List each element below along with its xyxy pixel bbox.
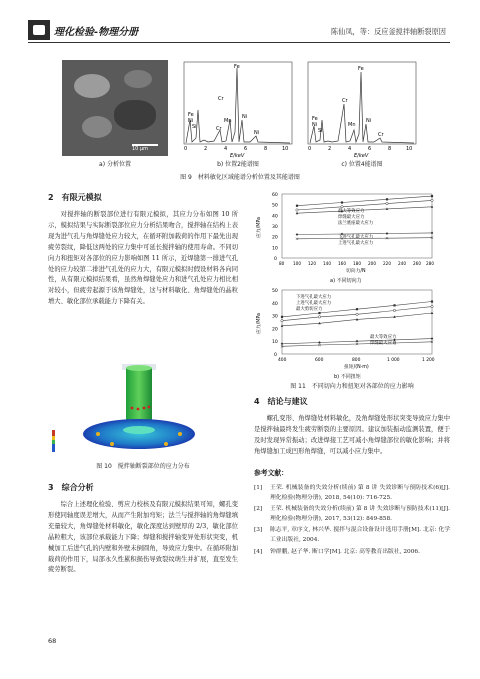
chart-b-ytick-0: 0: [274, 353, 277, 358]
chart-a-legend-3: 下进气孔最大应力: [338, 235, 374, 240]
reference-number: [1]: [254, 485, 263, 492]
chart-b-xtick-3: 1 000: [387, 358, 400, 363]
chart-a-series-0-point-3: [431, 195, 433, 197]
chart-a-ytick-5: 50: [272, 203, 278, 209]
peak-b-1: Cr: [218, 96, 224, 102]
chart-b-series-3-point-0: [281, 342, 284, 345]
chart-b-subcaption: b) 不同扭矩: [334, 374, 361, 380]
chart-a-subcaption: a) 不同切向力: [330, 278, 362, 284]
reference-text: 钟群鹏, 赵子华. 断口学[M]. 北京: 高等教育出版社, 2006.: [270, 548, 420, 555]
peak-c-3: Ni: [312, 122, 318, 128]
chart-b-legend: [296, 293, 396, 346]
chart-a-frame: [282, 194, 432, 258]
fea-stress-image: [48, 360, 238, 456]
peak-c-6: Ni: [366, 118, 372, 124]
reference-item: [254, 548, 450, 558]
left-column-bottom: [48, 482, 238, 576]
journal-logo-icon: [28, 20, 50, 40]
chart-a-ytick-4: 40: [272, 214, 278, 220]
xtick-c-2: 4: [348, 146, 352, 152]
chart-b: [254, 286, 450, 382]
xtick-b-4: 8: [264, 146, 268, 152]
chart-a-series-line-0: [297, 196, 432, 206]
chart-a-ytick-0: 0: [274, 257, 277, 262]
chart-a-ytick-2: 20: [272, 235, 278, 241]
chart-a-xtick-8: 240: [398, 261, 406, 266]
chart-b-xtick-0: 400: [278, 358, 287, 363]
chart-b-series-0-point-0: [281, 316, 283, 318]
fig9-subcaption-a: a) 分析位置: [99, 161, 131, 168]
chart-b-ytick-3: 30: [272, 314, 278, 320]
figure-10: [48, 360, 238, 476]
chart-a-series-1-point-0: [296, 209, 298, 211]
peak-c-5: Mn: [348, 122, 356, 128]
peak-c-2: Fe: [312, 116, 318, 122]
right-column: [254, 396, 450, 559]
chart-a-yticks: [272, 192, 278, 262]
chart-b-series-1-point-0: [281, 320, 283, 322]
fig9-subcaption-b: b) 位置2能谱图: [217, 161, 259, 168]
chart-a-ytick-1: 10: [272, 246, 278, 252]
chart-b-series-0-point-4: [431, 300, 433, 302]
chart-a-series-0-point-0: [296, 205, 298, 207]
chart-b-xtick-4: 1 200: [422, 358, 435, 363]
reference-text: 王荣. 机械装备的失效分析(续前) 第 8 讲 失效诊断与预防技术(11)[J]. 理化检验(物理分册), 2017, 53(12): 849-858.: [270, 506, 450, 522]
xtick-b-3: 6: [244, 146, 248, 152]
reference-text: 陈志平, 章序文, 林兴华. 搅拌与混合设备设计选用手册[M]. 北京: 化学工业出版社, 2004.: [270, 527, 450, 544]
chart-a-series-0-point-2: [386, 198, 388, 200]
xtick-b-2: 4: [224, 146, 228, 152]
figure-9-caption: 图 9 材料敏化区域能谱分析位置及其能谱图: [180, 174, 300, 181]
figure-9: [62, 60, 422, 172]
chart-b-legend-bottom-1: 焊缝最大应力: [370, 341, 397, 346]
fig9-subcaption-c: c) 位置4能谱图: [341, 161, 383, 168]
left-column-top: [48, 192, 238, 308]
chart-a-legend-2: 法兰底座最大应力: [338, 221, 374, 226]
peak-c-7: Cr: [378, 132, 384, 138]
running-title: 陈仙凤，等：反应釜搅拌轴断裂原因: [330, 27, 446, 36]
spectrum-b: [180, 60, 296, 160]
section-4-title: 4 结论与建议: [254, 397, 308, 406]
chart-a: [254, 190, 450, 286]
chart-a-series-1-point-1: [341, 206, 343, 208]
chart-a-series-line-2: [297, 207, 432, 213]
peak-b-8: Ni: [254, 130, 260, 136]
chart-a-series-line-1: [297, 200, 432, 210]
spectrum-c-xticks: [308, 146, 412, 152]
peak-c-0: Fe: [358, 66, 364, 72]
chart-a-series-1-point-3: [431, 199, 433, 201]
reference-number: [4]: [254, 548, 263, 555]
section-3-text: 综合上述理化检验、剪应力校核及有限元模拟结果可知，螺孔变形使同轴度误差增大，从而产生附加弯矩；法兰与搅拌轴的角焊缝填充量较大，角焊缝处材料敏化，敏化深度达到壁厚的 2/3，敏化部位晶粒粗大，该部位承载能力下降；焊缝和搅拌轴变异处形状突变，机械加工后进气孔的内壁和外壁未倒圆角，导致应力集中。在循环附加载荷的作用下，局部永久性累积损伤导致裂纹萌生并扩展，直至发生疲劳断裂。: [48, 501, 238, 574]
chart-a-series-3-point-3: [431, 232, 434, 235]
reference-item: [254, 484, 450, 503]
section-2-text: 对搅拌轴的断裂部位进行有限元模拟，其应力分布如图 10 所示，模拟结果与实际断裂部位应力分析结果吻合，搅拌轴在结构上表现为进气孔与角焊缝处应力较大，在循环附加载荷的作用下最先出现疲劳裂纹，降低这两处的应力集中可延长搅拌轴的使用寿命。不同切向力和扭矩对各部位的应力影响如图 11 所示，近焊缝第一排进气孔处的应力较第二排进气孔处的应力大，有限元模拟时假设材料各向同性，从有限元模拟结果看，虽然角焊缝处应力和进气孔处应力相比相对较小，但疲劳起源于该角焊缝处，这与材料敏化、角焊缝处的晶粒增大、敏化部位承载能力下降有关。: [48, 211, 238, 306]
chart-b-ylabel: 应力/MPa: [257, 313, 262, 334]
spectrum-c-xlabel: E/keV: [354, 153, 369, 159]
chart-b-series-0-point-3: [393, 304, 395, 306]
peak-b-4: Si: [192, 124, 197, 130]
xtick-b-0: 0: [184, 146, 188, 152]
page-number: 68: [48, 637, 57, 645]
chart-b-xtick-1: 600: [315, 358, 324, 363]
chart-a-xtick-7: 220: [383, 261, 391, 266]
chart-a-legend: [338, 207, 373, 246]
figure-10-caption: 图 10 搅拌轴断裂部位的应力分布: [96, 463, 190, 470]
chart-b-ytick-1: 10: [272, 340, 278, 346]
chart-b-xlabel: 扭矩/(N·m): [344, 365, 369, 370]
peak-b-0: Fe: [234, 64, 240, 70]
peak-b-3: Ni: [188, 118, 194, 124]
scale-label: 10 μm: [132, 146, 149, 152]
peak-b-6: Ni: [242, 114, 248, 120]
xtick-c-0: 0: [308, 146, 312, 152]
spectrum-c: [304, 60, 420, 160]
reference-number: [3]: [254, 527, 263, 534]
chart-b-series-0-point-1: [318, 312, 320, 314]
chart-b-ytick-5: 50: [272, 289, 278, 294]
xtick-c-4: 8: [388, 146, 392, 152]
chart-a-xtick-3: 140: [323, 261, 331, 266]
peak-c-4: Si: [318, 128, 323, 134]
xtick-b-1: 2: [204, 146, 208, 152]
chart-a-legend-4: 上进气孔最大应力: [338, 241, 374, 246]
chart-a-ytick-6: 60: [272, 193, 278, 198]
xtick-c-5: 10: [406, 146, 413, 152]
page-header: [0, 0, 480, 46]
references-title: 参考文献：: [254, 468, 288, 477]
chart-a-xlabel: 切向力/N: [346, 269, 366, 274]
chart-b-xtick-2: 800: [352, 358, 361, 363]
chart-a-xtick-5: 180: [353, 261, 361, 266]
chart-b-legend-bottom-0: 最大等效应力: [370, 335, 397, 340]
chart-b-series-1-point-4: [431, 305, 433, 307]
chart-b-series-1-point-1: [318, 316, 320, 318]
chart-a-xticks: [279, 261, 434, 266]
section-2-title: 2 有限元模拟: [48, 193, 102, 202]
chart-b-series-3-point-4: [431, 337, 434, 340]
section-4-text: 螺孔变形、角焊缝处材料敏化，及角焊缝处形状突变导致应力集中是搅拌轴最终发生疲劳断裂的主要原因。建议加装振动监测装置，便于及时发现异常振动；改进焊接工艺可减小角焊缝部位的敏化影响；并将角焊缝加工成凹形角焊缝，可以减小应力集中。: [254, 415, 450, 455]
xtick-c-3: 6: [368, 146, 372, 152]
reference-item: [254, 526, 450, 545]
xtick-c-1: 2: [328, 146, 332, 152]
chart-b-series-0-point-2: [356, 308, 358, 310]
chart-a-xtick-4: 160: [338, 261, 346, 266]
chart-b-series-1-point-2: [356, 313, 358, 315]
peak-b-7: Cr: [216, 126, 222, 132]
chart-a-series-3-point-2: [386, 232, 389, 235]
spectrum-b-xlabel: E/keV: [230, 153, 245, 159]
chart-a-series-0-point-1: [341, 201, 343, 203]
chart-b-ytick-2: 20: [272, 327, 278, 333]
reference-item: [254, 505, 450, 524]
peak-b-5: Mn: [224, 118, 232, 124]
chart-b-legend-top-1: 上进气孔最大应力: [296, 301, 332, 306]
chart-b-legend-top-2: 最大剪切应力: [296, 307, 323, 312]
chart-b-series-1-point-3: [393, 309, 395, 311]
figure-11: [254, 190, 450, 390]
references-list: [254, 484, 450, 557]
reference-number: [2]: [254, 506, 263, 513]
chart-b-ytick-4: 40: [272, 301, 278, 307]
chart-b-xticks: [278, 357, 435, 363]
reference-text: 王荣. 机械装备的失效分析(续前) 第 8 讲 失效诊断与预防技术(6)[J]. 理化检验(物理分册), 2018, 54(10): 716-725.: [270, 485, 450, 501]
chart-b-legend-top-0: 下进气孔最大应力: [296, 295, 332, 300]
chart-b-yticks: [272, 288, 278, 358]
xtick-b-5: 10: [282, 146, 289, 152]
spectrum-b-xticks: [184, 146, 288, 152]
chart-a-xtick-10: 280: [426, 261, 434, 266]
chart-a-ytick-3: 30: [272, 225, 278, 230]
chart-a-xtick-0: 80: [279, 261, 285, 266]
chart-b-series-3-point-2: [356, 340, 359, 343]
chart-a-ylabel: 应力/MPa: [257, 217, 262, 238]
spectrum-c-plot: [304, 60, 420, 160]
chart-a-xtick-9: 260: [413, 261, 421, 266]
chart-a-series-3-point-0: [296, 233, 299, 236]
chart-a-xtick-1: 100: [293, 261, 301, 266]
chart-a-legend-1: 焊缝最大应力: [338, 215, 365, 220]
section-3-title: 3 综合分析: [48, 483, 94, 492]
peak-c-1: Cr: [342, 98, 348, 104]
figure-11-caption: 图 11 不同切向力和扭矩对各部位的应力影响: [290, 383, 414, 390]
header-divider: [28, 42, 450, 43]
sem-micrograph: [62, 60, 168, 156]
peak-b-2: Fe: [188, 112, 194, 118]
chart-a-xtick-2: 120: [308, 261, 316, 266]
journal-name: 理化检验-物理分册: [54, 27, 139, 38]
chart-a-legend-0: 最大等效应力: [338, 209, 365, 214]
chart-b-series-3-point-1: [318, 341, 321, 344]
spectrum-b-plot: [180, 60, 296, 160]
chart-a-series-1-point-2: [386, 202, 388, 204]
chart-a-xtick-6: 200: [368, 261, 376, 266]
